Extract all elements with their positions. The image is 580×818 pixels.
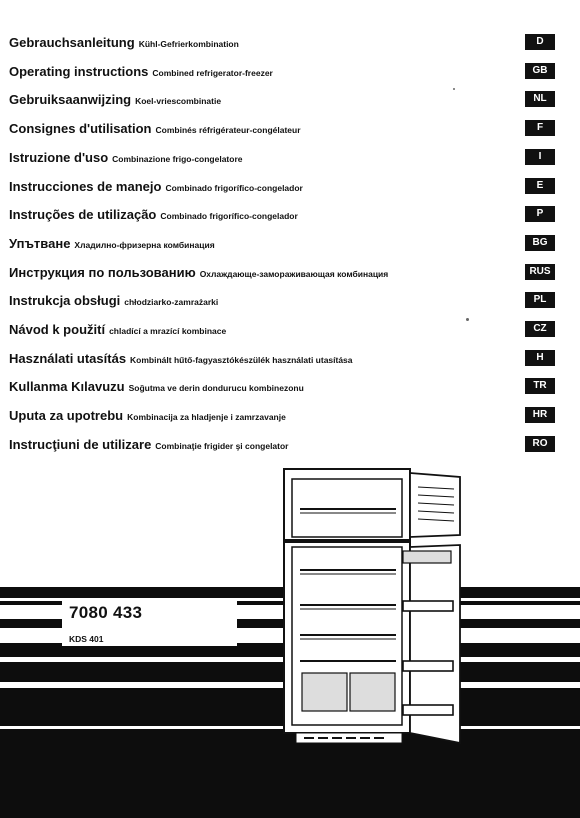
language-title: Uputa za upotrebu — [9, 408, 124, 424]
language-title: Instrukcja obsługi — [9, 293, 121, 309]
language-title: Használati utasítás — [9, 350, 127, 366]
language-title: Gebrauchsanleitung — [9, 35, 135, 50]
language-row — [9, 264, 555, 282]
language-subtitle: Soğutma ve derin dondurucu kombinezonu — [128, 383, 304, 394]
language-code-badge: TR — [525, 378, 555, 394]
language-row — [9, 292, 555, 310]
language-row — [9, 120, 555, 138]
language-row — [9, 149, 555, 167]
language-row — [9, 235, 555, 253]
language-entry — [9, 378, 304, 397]
language-row — [9, 91, 555, 109]
language-title: Istruzione d'uso — [9, 149, 109, 165]
language-entry — [9, 63, 273, 82]
language-row — [9, 34, 555, 52]
language-row — [9, 436, 555, 454]
language-title: Instruções de utilização — [9, 207, 157, 223]
language-code-badge: GB — [525, 63, 555, 79]
language-row — [9, 407, 555, 425]
language-row — [9, 350, 555, 368]
language-title: Kullanma Kılavuzu — [9, 379, 125, 395]
language-code-badge: BG — [525, 235, 555, 251]
language-subtitle: Kombinacija za hladjenje i zamrzavanje — [127, 412, 286, 423]
language-code-badge: HR — [525, 407, 555, 423]
language-title: Gebruiksaanwijzing — [9, 92, 132, 108]
language-code-badge: PL — [525, 292, 555, 308]
language-entry — [9, 264, 388, 283]
fridge-illustration — [280, 465, 470, 755]
language-entry — [9, 34, 239, 53]
language-subtitle: Combinazione frigo-congelatore — [112, 153, 243, 164]
language-entry — [9, 149, 243, 168]
language-code-badge: CZ — [525, 321, 555, 337]
language-subtitle: Combinaţie frigider şi congelator — [155, 440, 289, 451]
language-code-badge: I — [525, 149, 555, 165]
language-entry — [9, 350, 353, 369]
language-code-badge: NL — [525, 91, 555, 107]
language-subtitle: Kombinált hűtő-fagyasztókészülék használati utasítása — [130, 354, 353, 365]
language-subtitle: Combinado frigorífico-congelador — [165, 182, 303, 193]
language-entry — [9, 235, 215, 254]
language-subtitle: Koel-vriescombinatie — [135, 96, 222, 107]
language-title: Instrucţiuni de utilizare — [9, 436, 152, 452]
language-title: Operating instructions — [9, 63, 149, 79]
language-code-badge: D — [525, 34, 555, 50]
language-code-badge: H — [525, 350, 555, 366]
language-subtitle: Kühl-Gefrierkombination — [138, 39, 239, 49]
language-entry — [9, 321, 226, 340]
language-subtitle: Combined refrigerator-freezer — [152, 67, 273, 78]
language-subtitle: Охлаждающе-замораживающая комбинация — [199, 268, 389, 279]
language-title: Návod k použití — [9, 322, 106, 337]
model-code: KDS 401 — [69, 634, 104, 644]
model-number: 7080 433 — [69, 603, 143, 622]
language-code-badge: RUS — [525, 264, 555, 280]
language-title: Instrucciones de manejo — [9, 178, 162, 194]
language-entry — [9, 206, 298, 225]
language-subtitle: chłodziarko-zamrażarki — [124, 297, 219, 308]
language-subtitle: Combinado frigorífico-congelador — [160, 211, 298, 222]
print-speck — [466, 318, 469, 321]
language-entry — [9, 178, 303, 197]
language-title: Инструкция по пользованию — [9, 264, 196, 280]
language-subtitle: Хладилно-фризерна комбинация — [74, 239, 215, 250]
language-title: Consignes d'utilisation — [9, 121, 152, 137]
language-subtitle: chladící a mrazící kombinace — [109, 326, 227, 336]
language-entry — [9, 91, 221, 110]
language-code-badge: F — [525, 120, 555, 136]
language-row — [9, 178, 555, 196]
language-row — [9, 206, 555, 224]
language-row — [9, 321, 555, 339]
language-entry — [9, 407, 286, 426]
language-code-badge: P — [525, 206, 555, 222]
language-entry — [9, 292, 218, 311]
language-entry — [9, 120, 301, 139]
language-row — [9, 378, 555, 396]
language-code-badge: RO — [525, 436, 555, 452]
language-entry — [9, 436, 288, 455]
language-title: Упътване — [9, 235, 71, 251]
print-speck — [453, 88, 455, 90]
language-subtitle: Combinés réfrigérateur-congélateur — [155, 125, 301, 136]
language-code-badge: E — [525, 178, 555, 194]
language-row — [9, 63, 555, 81]
